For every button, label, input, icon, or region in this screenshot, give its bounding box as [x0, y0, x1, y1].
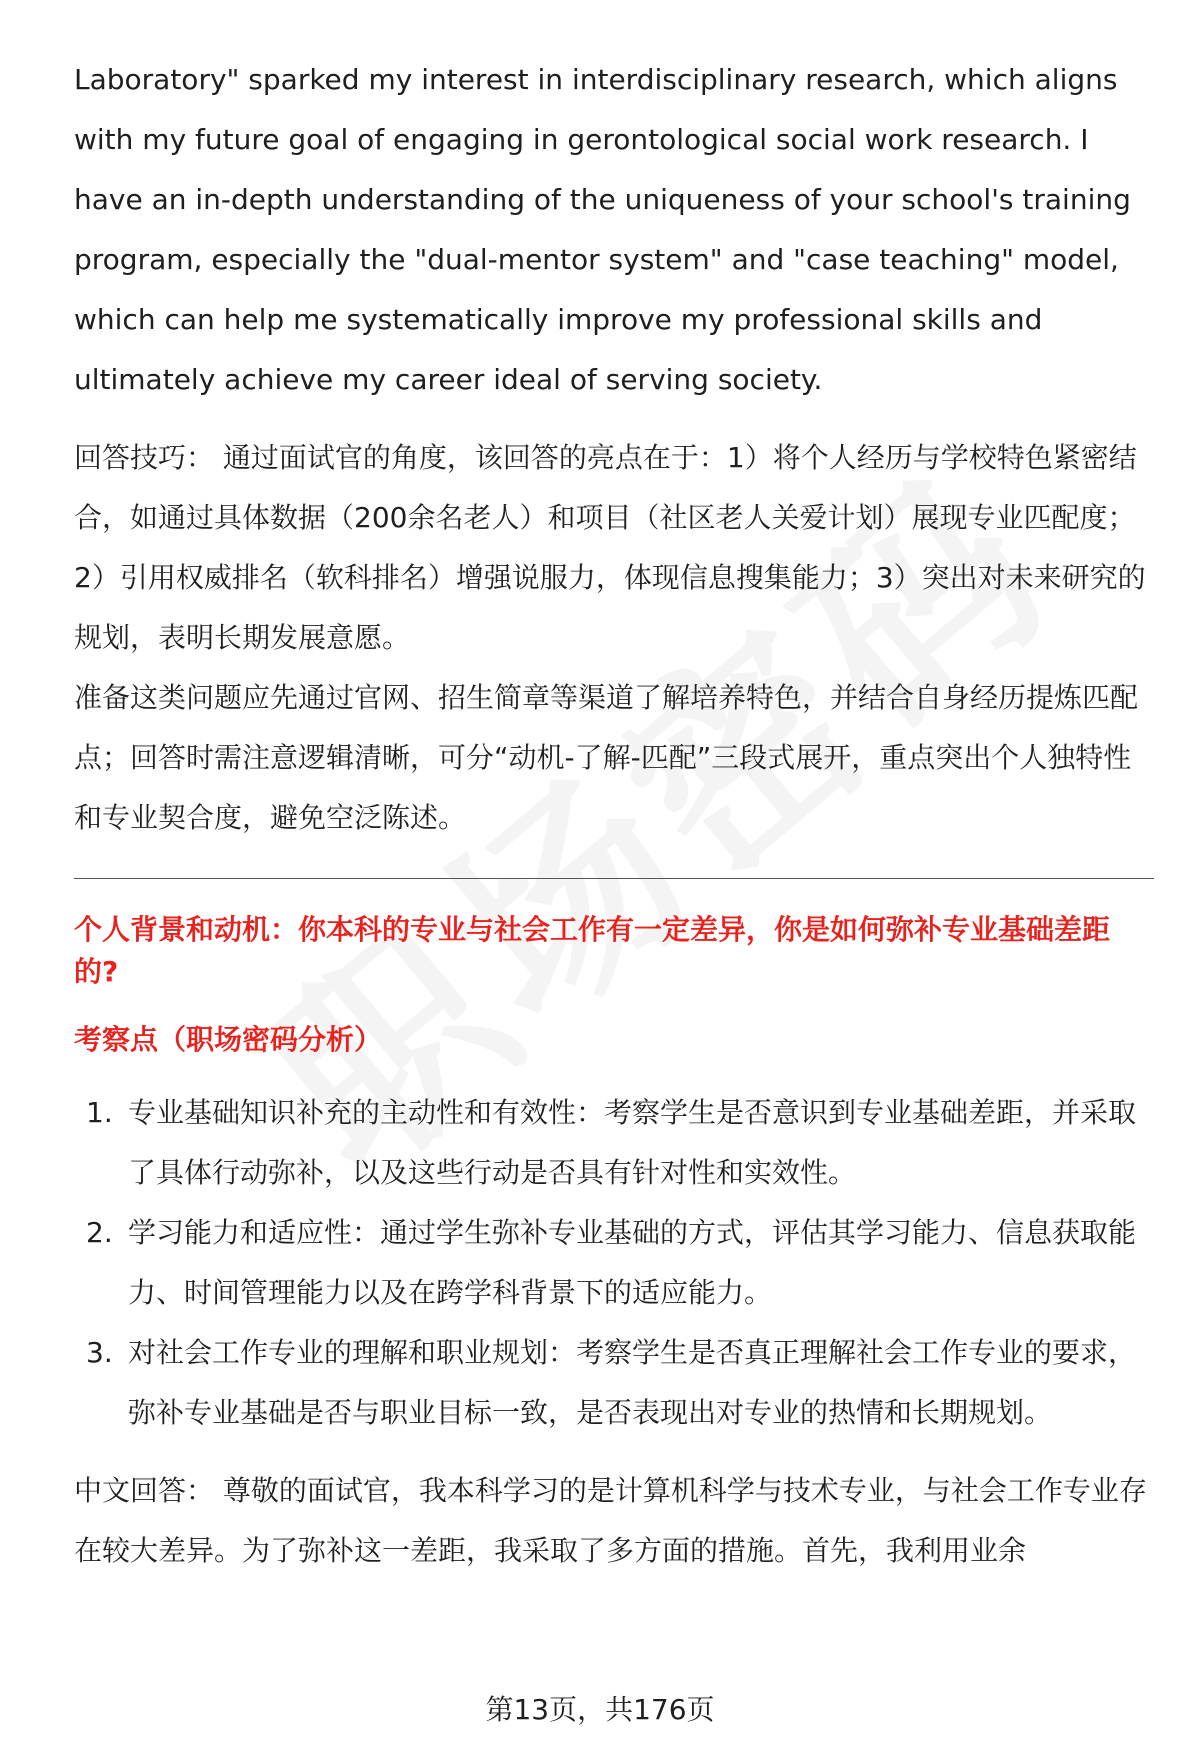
- tips-paragraph-1: 回答技巧： 通过面试官的角度，该回答的亮点在于：1）将个人经历与学校特色紧密结合，如通过具体数据（200余名老人）和项目（社区老人关爱计划）展现专业匹配度；2）引用权威排名（软科排名）增强说服力，体现信息搜集能力；3）突出对未来研究的规划，表明长期发展意愿。: [74, 441, 1146, 654]
- spacer: [74, 993, 1154, 1019]
- spacer: [74, 1443, 1154, 1461]
- section-heading: 考察点（职场密码分析）: [74, 1023, 383, 1056]
- list-number: 1.: [86, 1096, 113, 1129]
- intro-paragraph: Laboratory" sparked my interest in interdisciplinary research, which aligns with my future goal of engaging in gerontological social work research. I have an in-depth understanding of the uniqueness of your school's training program, especially the "dual-mentor system" and "case teaching" model, which can help me systematically improve my professional skills and ultimately achieve my career ideal of serving society.: [74, 63, 1131, 396]
- spacer: [74, 879, 1154, 909]
- tips-paragraph-2: 准备这类问题应先通过官网、招生简章等渠道了解培养特色，并结合自身经历提炼匹配点；回答时需注意逻辑清晰，可分“动机-了解-匹配”三段式展开，重点突出个人独特性和专业契合度，避免空泛陈述。: [74, 681, 1139, 834]
- list-item: [74, 1083, 1154, 1203]
- list-number: 3.: [86, 1336, 113, 1369]
- list-item: [74, 1203, 1154, 1323]
- answer-paragraph: 中文回答： 尊敬的面试官，我本科学习的是计算机科学与技术专业，与社会工作专业存在较大差异。为了弥补这一差距，我采取了多方面的措施。首先，我利用业余: [74, 1474, 1147, 1567]
- list-item-text: 专业基础知识补充的主动性和有效性：考察学生是否意识到专业基础差距，并采取了具体行动弥补，以及这些行动是否具有针对性和实效性。: [128, 1096, 1137, 1189]
- evaluation-points-list: [74, 1083, 1154, 1443]
- document-page: [74, 50, 1154, 1581]
- list-item: [74, 1323, 1154, 1443]
- list-item-text: 对社会工作专业的理解和职业规划：考察学生是否真正理解社会工作专业的要求，弥补专业基础是否与职业目标一致，是否表现出对专业的热情和长期规划。: [128, 1336, 1137, 1429]
- list-item-text: 学习能力和适应性：通过学生弥补专业基础的方式，评估其学习能力、信息获取能力、时间管理能力以及在跨学科背景下的适应能力。: [128, 1216, 1137, 1309]
- page-footer: 第13页，共176页: [485, 1693, 715, 1726]
- spacer: [74, 410, 1154, 428]
- question-title: 个人背景和动机：你本科的专业与社会工作有一定差异，你是如何弥补专业基础差距的?: [74, 913, 1111, 988]
- spacer: [74, 1061, 1154, 1083]
- list-number: 2.: [86, 1216, 113, 1249]
